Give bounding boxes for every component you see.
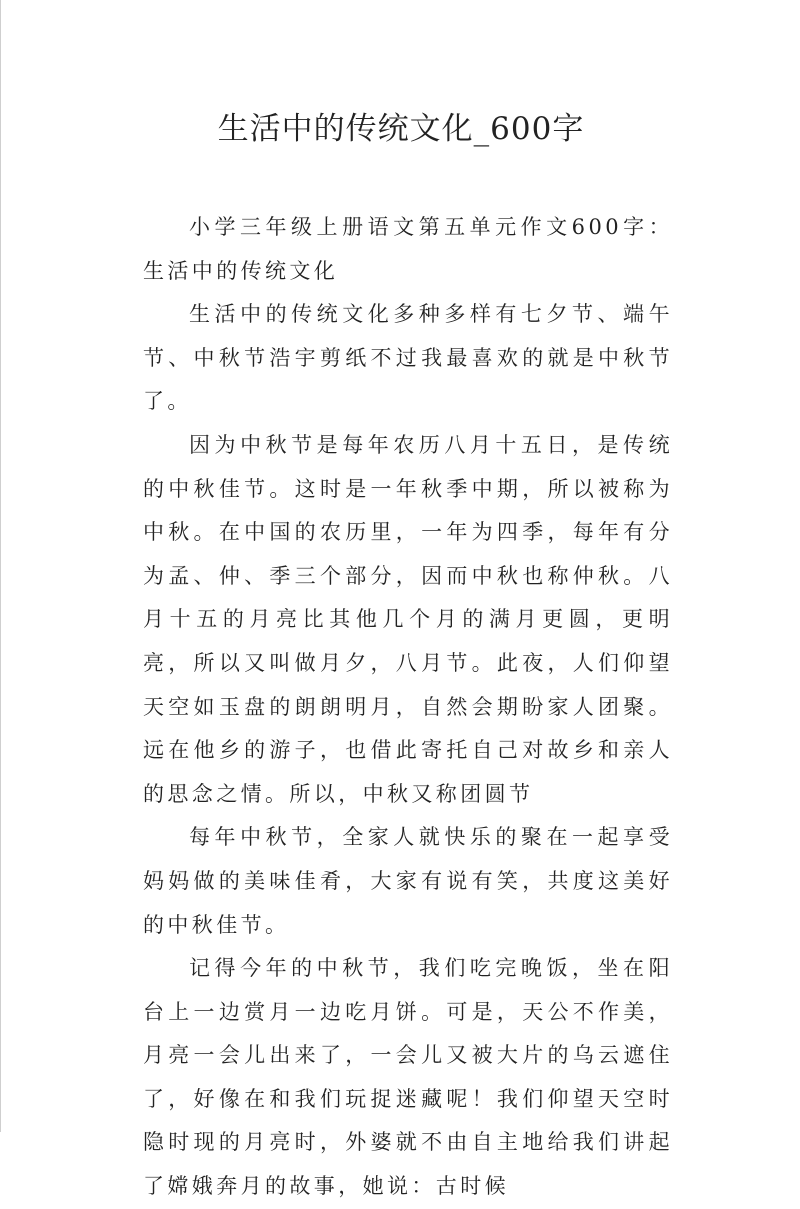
paragraph-festivals: 生活中的传统文化多种多样有七夕节、端午节、中秋节浩宇剪纸不过我最喜欢的就是中秋节了。 bbox=[143, 302, 673, 414]
document-title: 生活中的传统文化_600字 bbox=[217, 111, 585, 147]
paragraph-this-year: 记得今年的中秋节，我们吃完晚饭，坐在阳台上一边赏月一边吃月饼。可是，天公不作美，月亮一会儿出来了，一会儿又被大片的乌云遮住了，好像在和我们玩捉迷藏呢！我们仰望天空时隐时现的月亮时，外婆就不由自主地给我们讲起了嫦娥奔月的故事，她说：古时候 bbox=[143, 956, 673, 1199]
document-body bbox=[143, 206, 673, 1209]
paragraph-mid-autumn-origin: 因为中秋节是每年农历八月十五日，是传统的中秋佳节。这时是一年秋季中期，所以被称为中秋。在中国的农历里，一年为四季，每年有分为孟、仲、季三个部分，因而中秋也称仲秋。八月十五的月亮比其他几个月的满月更圆，更明亮，所以又叫做月夕，八月节。此夜，人们仰望天空如玉盘的朗朗明月，自然会期盼家人团聚。远在他乡的游子，也借此寄托自己对故乡和亲人的思念之情。所以，中秋又称团圆节 bbox=[143, 432, 673, 806]
paragraph-intro: 小学三年级上册语文第五单元作文600字：生活中的传统文化 bbox=[143, 215, 673, 283]
paragraph-family-gathering: 每年中秋节，全家人就快乐的聚在一起享受妈妈做的美味佳肴，大家有说有笑，共度这美好的中秋佳节。 bbox=[143, 825, 673, 937]
